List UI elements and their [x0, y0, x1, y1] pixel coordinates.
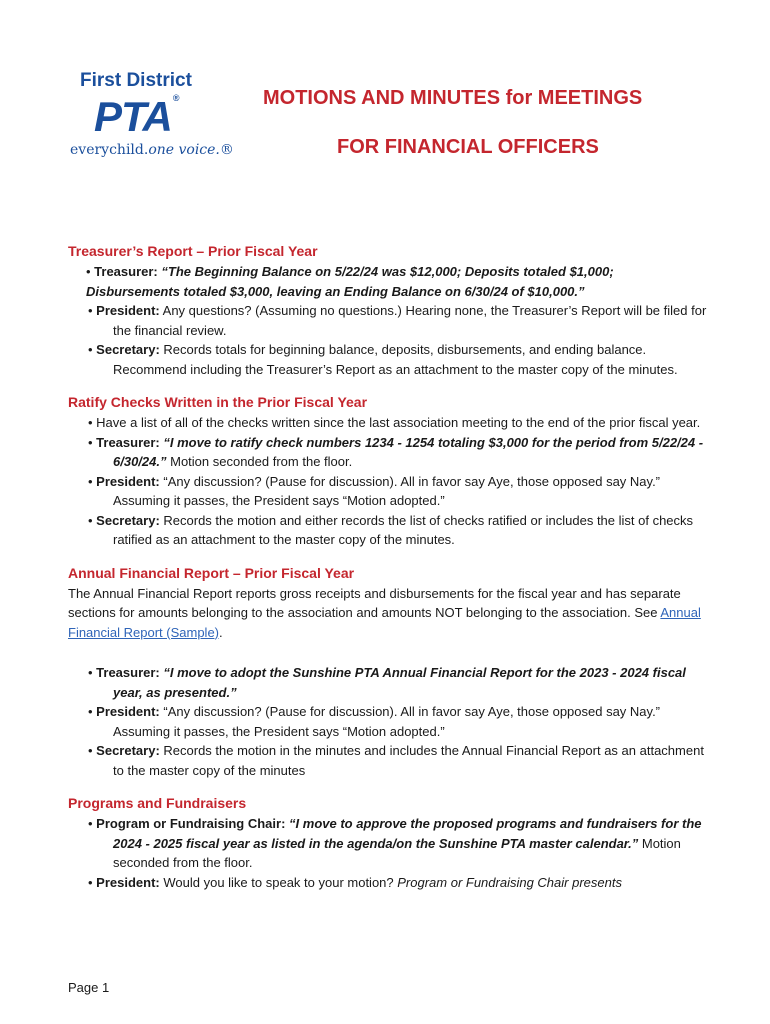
role-label: President:: [96, 473, 160, 489]
page-title-line-1: MOTIONS AND MINUTES for MEETINGS: [263, 87, 643, 109]
role-label: Secretary:: [96, 512, 160, 528]
page-number: Page 1: [68, 980, 110, 995]
section-paragraph: [68, 584, 708, 643]
list-item: • Have a list of all of the checks written since the last association meeting to the end of the prior fiscal year.: [88, 415, 701, 430]
logo-tagline: [70, 142, 234, 158]
list-item: • Secretary: Records totals for beginning balance, deposits, disbursements, and ending balance. Recommend including the Treasurer’s Report as an attachment to the master copy of the minutes.: [88, 342, 678, 377]
logo-pta-text: PTA: [94, 93, 172, 140]
list-item: • President: “Any discussion? (Pause for discussion). All in favor say Aye, those opposed say Nay.” Assuming it passes, the President says “Motion adopted.”: [88, 473, 661, 508]
item-text: Records the motion in the minutes and includes the Annual Financial Report as an attachment to the master copy of the minutes: [113, 743, 704, 778]
item-text: Have a list of all of the checks written since the last association meeting to the end of the prior fiscal year.: [96, 415, 701, 430]
item-text: Records totals for beginning balance, deposits, disbursements, and ending balance. Recommend including the Treasurer’s Report as an attachment to the master copy of the minutes.: [113, 342, 678, 377]
paragraph-text: The Annual Financial Report reports gross receipts and disbursements for the fiscal year and has separate sections for amounts belonging to the association and amounts NOT belonging to the association. See: [68, 585, 681, 620]
motion-text: “I move to approve the proposed programs and fundraisers for the 2024 - 2025 fiscal year as listed in the agenda/on the Sunshine PTA master calendar.”: [113, 816, 702, 851]
role-label: President:: [96, 303, 160, 318]
role-label: Secretary:: [96, 342, 160, 357]
first-district-pta-logo: [70, 70, 234, 166]
motion-text: “The Beginning Balance on 5/22/24 was $12,000; Deposits totaled $1,000; Disbursements totaled $3,000, leaving an Ending Balance on 6/30/24 of $10,000.”: [86, 264, 614, 299]
logo-registered-mark: ®: [172, 93, 179, 103]
item-text: Records the motion and either records the list of checks ratified or includes the list of checks ratified as an attachment to the master copy of the minutes.: [113, 512, 694, 547]
list-item: • Secretary: Records the motion and either records the list of checks ratified or includes the list of checks ratified as an attachment to the master copy of the minutes.: [88, 512, 694, 547]
role-label: President:: [96, 874, 160, 890]
item-italic-text: Program or Fundraising Chair presents: [397, 874, 622, 890]
logo-pta: [94, 93, 179, 141]
list-item: • Secretary: Records the motion in the minutes and includes the Annual Financial Report as an attachment to the master copy of the minutes: [88, 743, 704, 778]
section-treasurer-report: [68, 240, 708, 379]
list-item: • President: “Any discussion? (Pause for discussion). All in favor say Aye, those opposed say Nay.” Assuming it passes, the President says “Motion adopted.”: [88, 704, 661, 739]
role-label: Treasurer:: [96, 434, 160, 450]
list-item: • President: Would you like to speak to your motion? Program or Fundraising Chair presents: [88, 874, 622, 890]
item-text: Motion seconded from the floor.: [113, 835, 681, 870]
logo-tagline-a: everychild.: [70, 142, 149, 158]
role-label: Treasurer:: [94, 264, 158, 279]
role-label: Treasurer:: [96, 665, 160, 680]
section-heading: Programs and Fundraisers: [68, 795, 247, 811]
section-programs-fundraisers: [68, 792, 708, 892]
list-item: • Treasurer: “I move to adopt the Sunshine PTA Annual Financial Report for the 2023 - 2024 fiscal year, as presented.”: [88, 665, 686, 700]
motion-text: “I move to ratify check numbers 1234 - 1254 totaling $3,000 for the period from 5/22/24 - 6/30/24.”: [113, 434, 704, 469]
section-ratify-checks: [68, 391, 708, 550]
role-label: President:: [96, 704, 160, 719]
logo-tagline-b: one voice.: [148, 142, 220, 158]
page-title-line-2: FOR FINANCIAL OFFICERS: [337, 136, 599, 158]
role-label: Program or Fundraising Chair:: [96, 816, 286, 831]
logo-tagline-registered-mark: ®: [219, 142, 234, 158]
item-text: “Any discussion? (Pause for discussion). All in favor say Aye, those opposed say Nay.” Assuming it passes, the President says “Motion adopted.”: [113, 473, 661, 508]
logo-line-1: First District: [80, 70, 192, 91]
motion-text: “I move to adopt the Sunshine PTA Annual Financial Report for the 2023 - 2024 fiscal year, as presented.”: [113, 665, 686, 700]
section-annual-financial-report: [68, 562, 708, 781]
section-heading: Treasurer’s Report – Prior Fiscal Year: [68, 243, 318, 259]
list-item: • Program or Fundraising Chair: “I move to approve the proposed programs and fundraisers for the 2024 - 2025 fiscal year as listed in the agenda/on the Sunshine PTA master calendar.” Motion seconded from the floor.: [88, 816, 702, 870]
paragraph-end: .: [219, 624, 223, 640]
item-text: “Any discussion? (Pause for discussion). All in favor say Aye, those opposed say Nay.” Assuming it passes, the President says “Motion adopted.”: [113, 704, 661, 739]
section-heading: Ratify Checks Written in the Prior Fiscal Year: [68, 394, 368, 410]
item-text: Motion seconded from the floor.: [166, 454, 353, 469]
item-text: Any questions? (Assuming no questions.) Hearing none, the Treasurer’s Report will be filed for the financial review.: [113, 303, 707, 338]
list-item: • Treasurer: “I move to ratify check numbers 1234 - 1254 totaling $3,000 for the period from 5/22/24 - 6/30/24.” Motion seconded from the floor.: [88, 434, 704, 469]
document-body: [68, 240, 708, 904]
item-text: Would you like to speak to your motion?: [159, 874, 398, 890]
role-label: Secretary:: [96, 743, 160, 758]
section-heading: Annual Financial Report – Prior Fiscal Year: [68, 564, 355, 581]
list-item: • President: Any questions? (Assuming no questions.) Hearing none, the Treasurer’s Report will be filed for the financial review.: [88, 303, 707, 338]
annual-financial-report-link[interactable]: Annual Financial Report (Sample): [68, 605, 701, 640]
list-item: • Treasurer: “The Beginning Balance on 5/22/24 was $12,000; Deposits totaled $1,000; Disbursements totaled $3,000, leaving an Ending Balance on 6/30/24 of $10,000.”: [86, 264, 614, 299]
